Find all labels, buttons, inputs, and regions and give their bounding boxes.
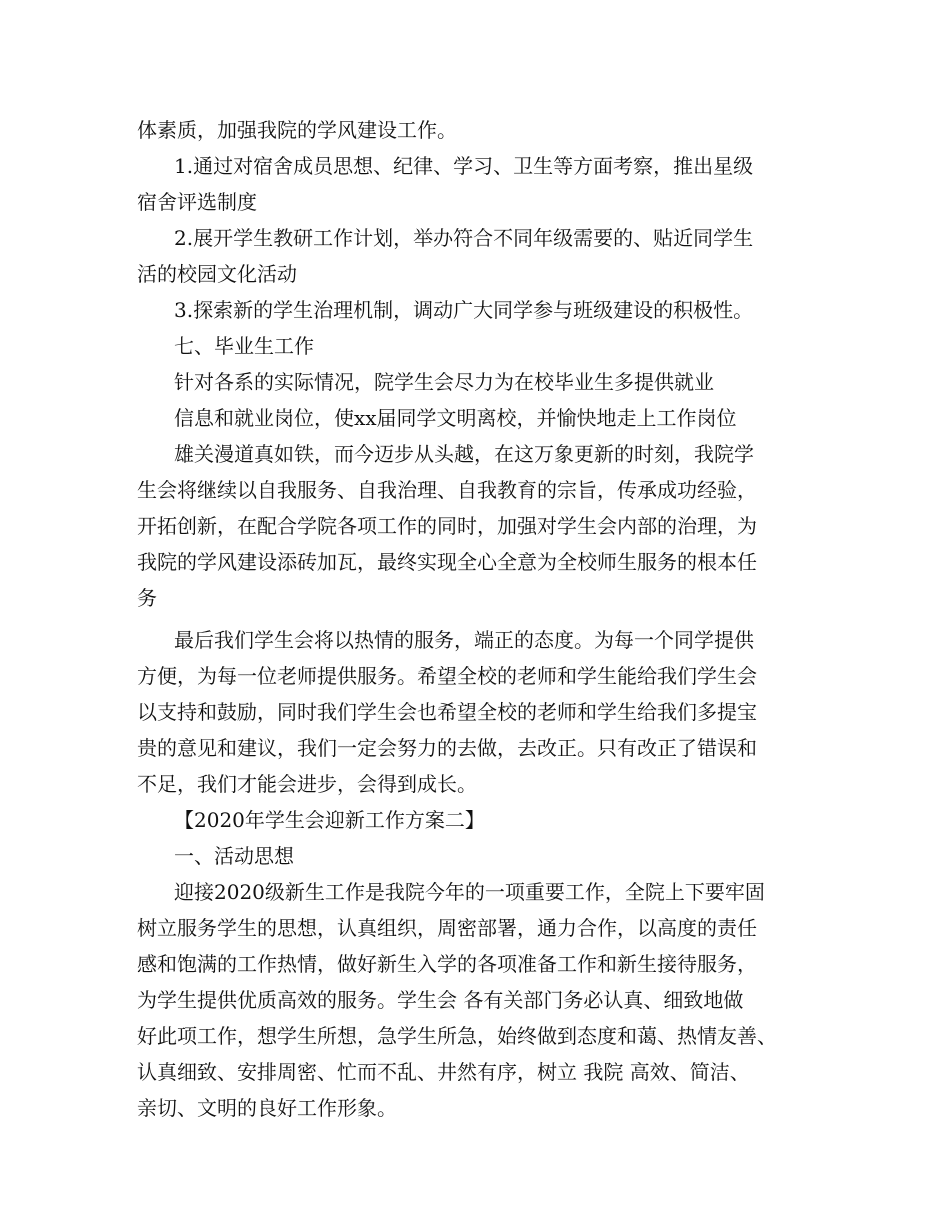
list-item-1-line-1: 1.通过对宿舍成员思想、纪律、学习、卫生等方面考察，推出星级 [174, 154, 754, 178]
section-heading-graduates: 七、毕业生工作 [174, 334, 314, 358]
text-line: 我院的学风建设添砖加瓦，最终实现全心全意为全校师生服务的根本任 [137, 550, 757, 574]
section-heading-activity-idea: 一、活动思想 [174, 844, 294, 868]
text-line: 亲切、文明的良好工作形象。 [137, 1096, 397, 1120]
text-line: 针对各系的实际情况，院学生会尽力为在校毕业生多提供就业 [174, 370, 714, 394]
text-line: 方便，为每一位老师提供服务。希望全校的老师和学生能给我们学生会 [137, 664, 757, 688]
text-line: 迎接2020级新生工作是我院今年的一项重要工作，全院上下要牢固 [174, 880, 765, 904]
plan-title: 【2020年学生会迎新工作方案二】 [174, 808, 485, 832]
text-line: 为学生提供优质高效的服务。学生会 各有关部门务必认真、细致地做 [137, 988, 744, 1012]
text-line: 最后我们学生会将以热情的服务，端正的态度。为每一个同学提供 [174, 628, 754, 652]
text-line: 不足，我们才能会进步，会得到成长。 [137, 772, 477, 796]
text-line: 雄关漫道真如铁，而今迈步从头越，在这万象更新的时刻，我院学 [174, 442, 754, 466]
text-line: 认真细致、安排周密、忙而不乱、井然有序，树立 我院 高效、简洁、 [137, 1060, 750, 1084]
text-line: 开拓创新，在配合学院各项工作的同时，加强对学生会内部的治理，为 [137, 514, 757, 538]
text-line: 好此项工作，想学生所想，急学生所急，始终做到态度和蔼、热情友善、 [137, 1024, 777, 1048]
text-line: 以支持和鼓励，同时我们学生会也希望全校的老师和学生给我们多提宝 [137, 700, 757, 724]
list-item-2-line-2: 活的校园文化活动 [137, 262, 297, 286]
text-line: 信息和就业岗位，使xx届同学文明离校，并愉快地走上工作岗位 [174, 406, 737, 430]
list-item-1-line-2: 宿舍评选制度 [137, 190, 257, 214]
list-item-3: 3.探索新的学生治理机制，调动广大同学参与班级建设的积极性。 [174, 298, 754, 322]
text-line: 体素质，加强我院的学风建设工作。 [137, 118, 457, 142]
text-line: 生会将继续以自我服务、自我治理、自我教育的宗旨，传承成功经验， [137, 478, 757, 502]
text-line: 树立服务学生的思想，认真组织，周密部署，通力合作，以高度的责任 [137, 916, 757, 940]
list-item-2-line-1: 2.展开学生教研工作计划，举办符合不同年级需要的、贴近同学生 [174, 226, 754, 250]
text-line: 务 [137, 586, 157, 610]
text-line: 感和饱满的工作热情，做好新生入学的各项准备工作和新生接待服务， [137, 952, 757, 976]
text-line: 贵的意见和建议，我们一定会努力的去做，去改正。只有改正了错误和 [137, 736, 757, 760]
